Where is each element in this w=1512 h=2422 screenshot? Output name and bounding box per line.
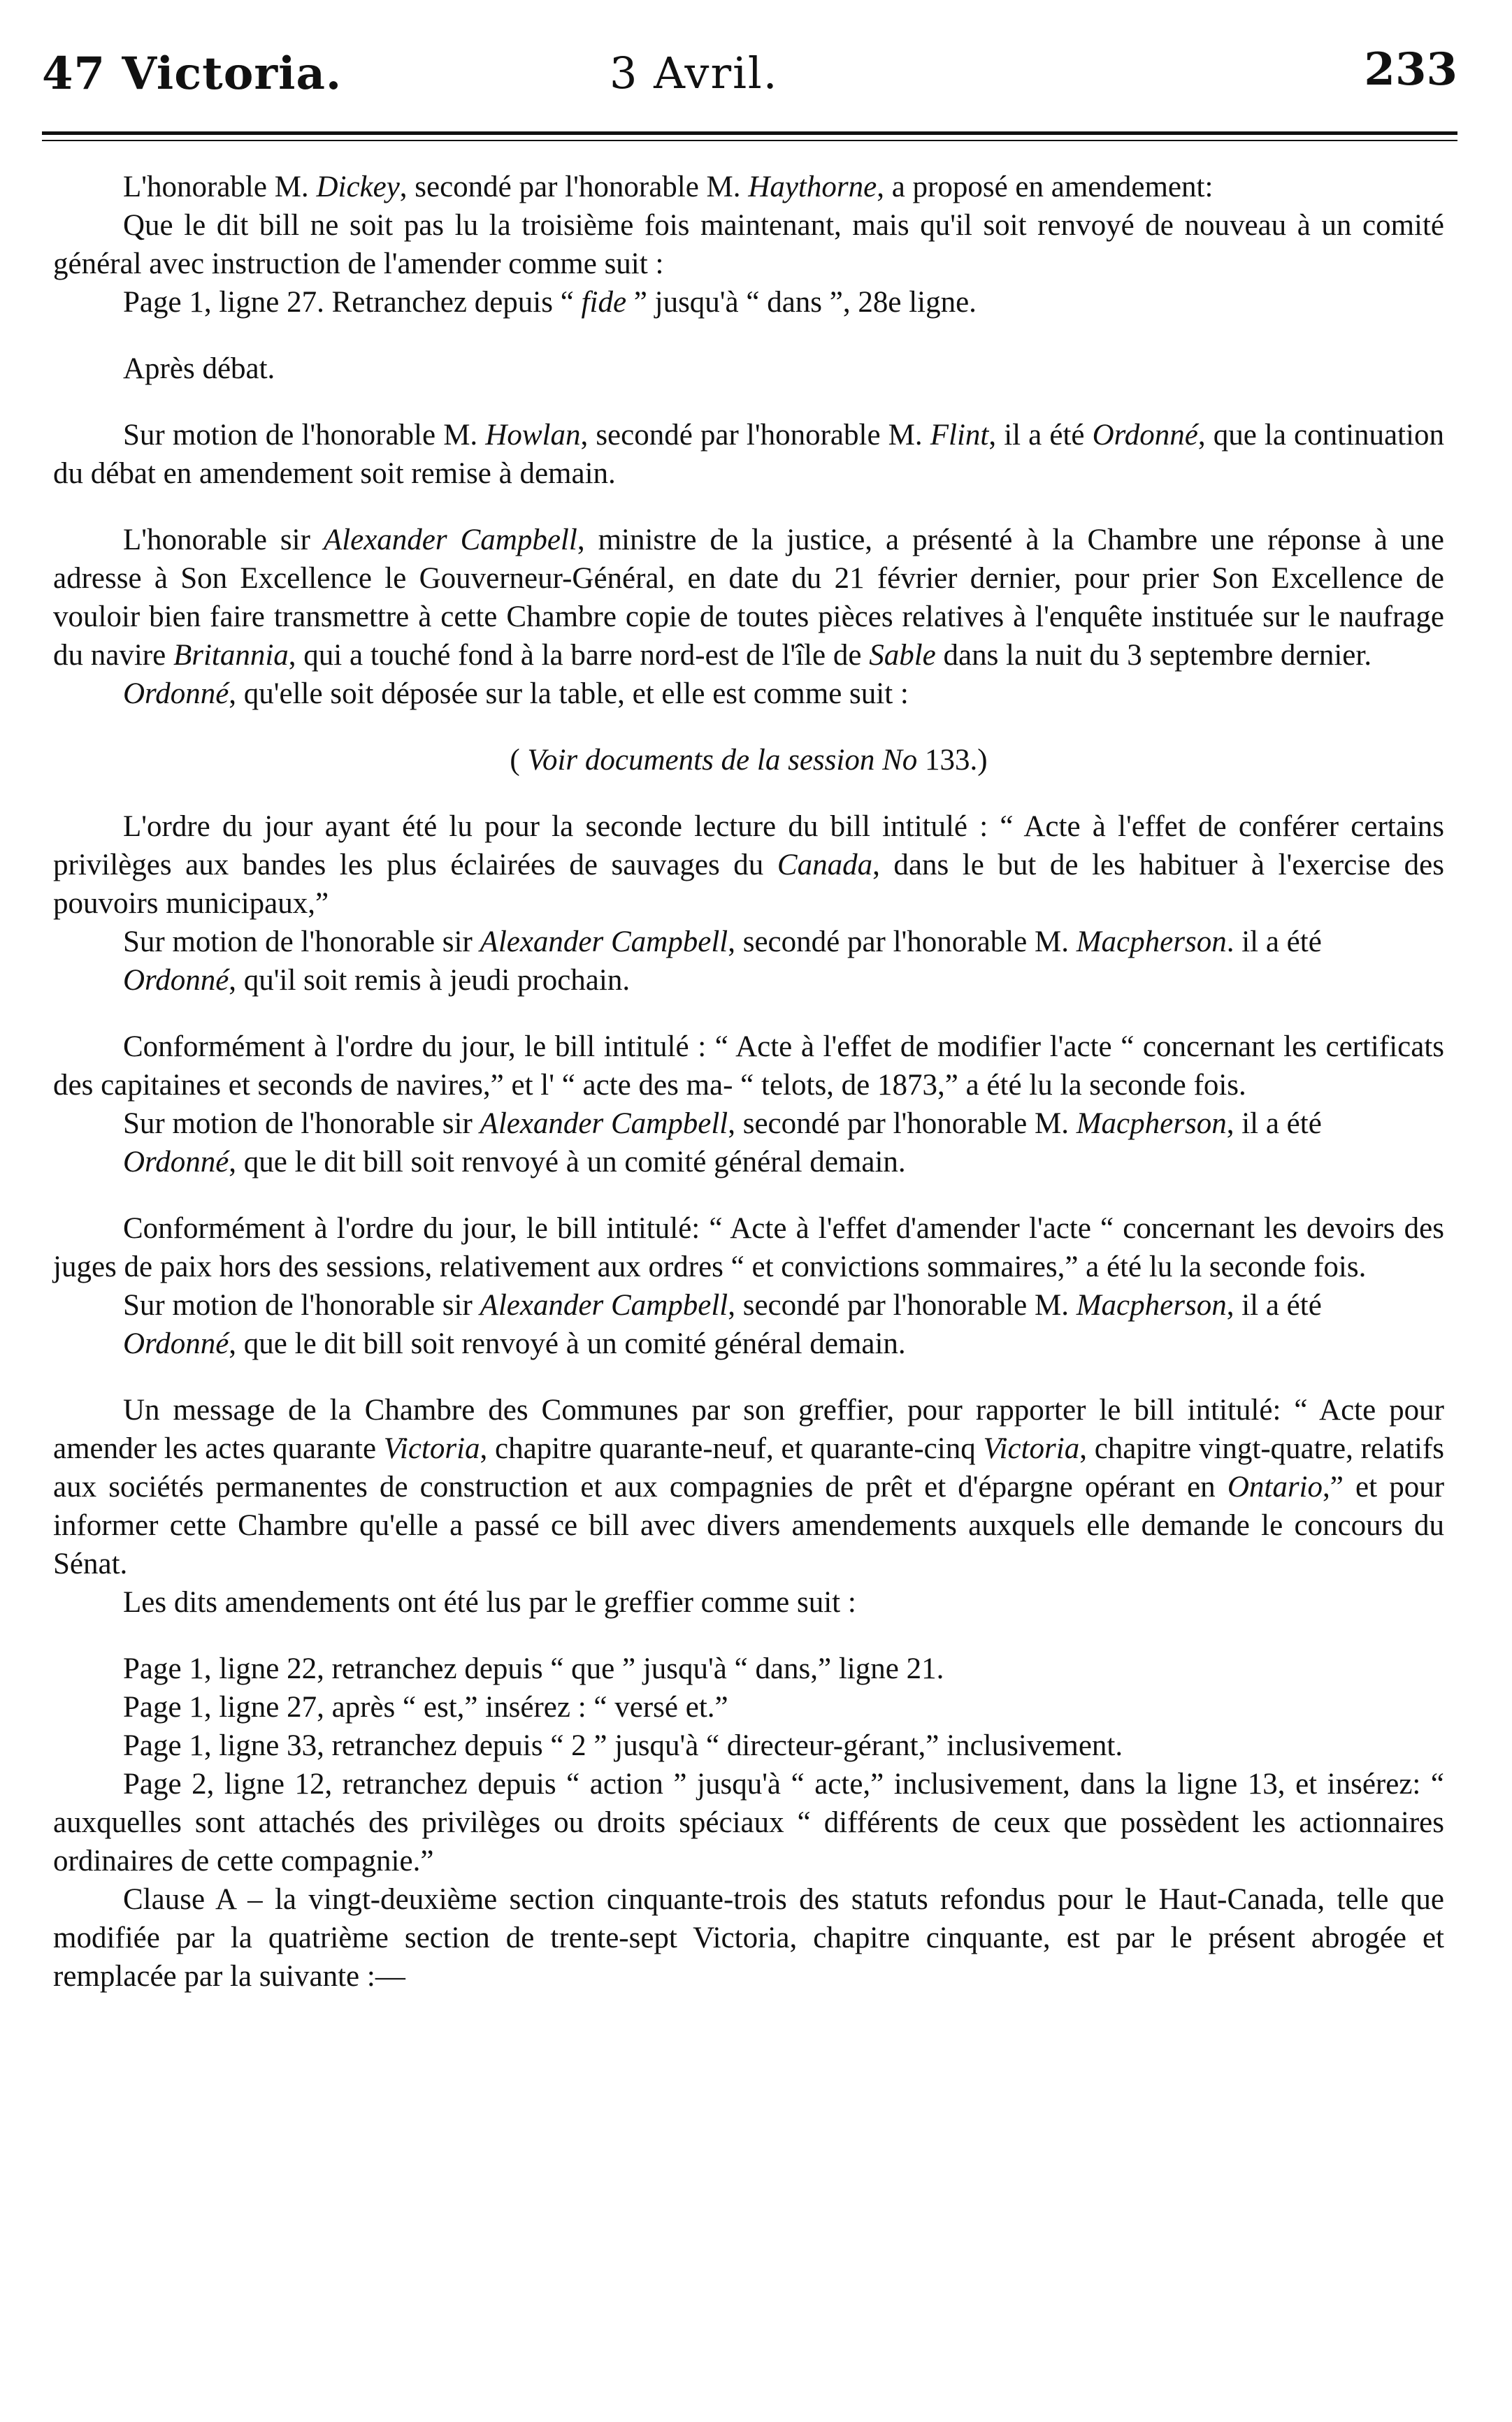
text-run: Sur motion de l'honorable sir bbox=[123, 925, 480, 958]
text-run: , il a été bbox=[1226, 1289, 1322, 1322]
word-fide: fide bbox=[581, 286, 627, 319]
text-run: 133.) bbox=[917, 744, 988, 777]
paragraph-clause-a: Clause A – la vingt-deuxième section cinquante-trois des statuts refondus pour le Haut-Canada, telle que modifiée par la quatrième section de trente-sept Victoria, chapitre cinquante, est par le présent abrogée et remplacée par la suivante :— bbox=[53, 1883, 1444, 1993]
text-run: dans la nuit du 3 septembre dernier. bbox=[935, 639, 1372, 672]
paragraph-motion-campbell-2 bbox=[53, 1104, 1444, 1143]
paragraph-voir-documents bbox=[53, 741, 1444, 779]
text-run: , il a été bbox=[988, 419, 1093, 452]
name-haythorne: Haythorne bbox=[748, 171, 877, 203]
text-run: Un message de la Chambre des Communes par son greffier, pour rapporter le bill intitulé: “ Acte pour amender les actes quarante bbox=[53, 1394, 1444, 1465]
text-run: , a proposé en amendement: bbox=[877, 171, 1214, 203]
text-run: ,” et pour informer cette Chambre qu'elle a passé ce bill avec divers amendements auxquels elle demande le concours du Sénat. bbox=[53, 1471, 1445, 1580]
paragraph-dickey-amendment bbox=[53, 168, 1444, 206]
paragraph-amendement-1: Page 1, ligne 22, retranchez depuis “ que ” jusqu'à “ dans,” ligne 21. bbox=[123, 1652, 944, 1685]
name-campbell: Alexander Campbell bbox=[480, 925, 728, 958]
ship-britannia: Britannia bbox=[173, 639, 289, 672]
paragraph-ordre-du-jour-sauvages bbox=[53, 807, 1444, 923]
text-run: , il a été bbox=[1226, 1107, 1322, 1140]
page-number: 233 bbox=[1364, 43, 1457, 96]
text-run: , secondé par l'honorable M. bbox=[728, 925, 1077, 958]
header-date: 3 Avril. bbox=[610, 48, 779, 99]
text-run: , qu'elle soit déposée sur la table, et elle est comme suit : bbox=[229, 677, 909, 710]
page-header bbox=[42, 20, 1457, 124]
paragraph-message-communes bbox=[53, 1391, 1444, 1583]
text-run: , que le dit bill soit renvoyé à un comité général demain. bbox=[229, 1146, 906, 1178]
paragraph-ordonne-deposee bbox=[53, 675, 1444, 713]
text-run: , que le dit bill soit renvoyé à un comité général demain. bbox=[229, 1327, 906, 1360]
name-macpherson: Macpherson bbox=[1076, 925, 1227, 958]
text-run: , qui a touché fond à la barre nord-est de l'île de bbox=[288, 639, 870, 672]
paragraph-ordonne-comite-1 bbox=[53, 1143, 1444, 1181]
text-run: , secondé par l'honorable M. bbox=[728, 1107, 1077, 1140]
text-run: ” jusqu'à “ dans ”, 28e ligne. bbox=[626, 286, 977, 319]
text-run: , dans le but de les habituer à l'exercise des pouvoirs municipaux,” bbox=[53, 849, 1444, 920]
text-run: , chapitre vingt-quatre, relatifs aux sociétés permanentes de construction et aux compagnies de prêt et d'épargne opérant en bbox=[53, 1432, 1444, 1504]
paragraph-amendement-3: Page 1, ligne 33, retranchez depuis “ 2 ” jusqu'à “ directeur-gérant,” inclusivement. bbox=[123, 1729, 1123, 1762]
text-run: , secondé par l'honorable M. bbox=[399, 171, 749, 203]
paragraph-amendement-2: Page 1, ligne 27, après “ est,” insérez : “ versé et.” bbox=[123, 1691, 728, 1724]
paragraph-motion-campbell-3 bbox=[53, 1286, 1444, 1325]
documents-reference: Voir documents de la session No bbox=[527, 744, 918, 777]
paragraph-apres-debat: Après débat. bbox=[123, 352, 275, 385]
text-run: , ministre de la justice, a présenté à la Chambre une réponse à une adresse à Son Excellence le Gouverneur-Général, en date du 21 février dernier, pour prier Son Excellence de vouloir bien faire transmettre à cette Chambre copie de toutes pièces relatives à l'enquête instituée sur le naufrage du navire bbox=[53, 524, 1444, 672]
paragraph-motion-campbell-1 bbox=[53, 923, 1444, 961]
name-campbell: Alexander Campbell bbox=[480, 1107, 728, 1140]
paragraph-bill-capitaines: Conformément à l'ordre du jour, le bill intitulé : “ Acte à l'effet de modifier l'acte “ concernant les certificats des capitaines et seconds de navires,” et l' “ acte des ma- “ telots, de 1873,” a été lu la seconde fois. bbox=[53, 1030, 1444, 1102]
word-victoria: Victoria bbox=[383, 1432, 480, 1465]
name-macpherson: Macpherson bbox=[1076, 1107, 1227, 1140]
name-campbell: Alexander Campbell bbox=[323, 524, 577, 556]
text-run: , secondé par l'honorable M. bbox=[728, 1289, 1077, 1322]
name-dickey: Dickey bbox=[316, 171, 400, 203]
word-ontario: Ontario bbox=[1227, 1471, 1323, 1504]
paragraph-amendment-text: Que le dit bill ne soit pas lu la troisième fois maintenant, mais qu'il soit renvoyé de nouveau à un comité général avec instruction de l'amender comme suit : bbox=[53, 209, 1444, 280]
word-ordonne: Ordonné bbox=[123, 1146, 229, 1178]
paragraph-howlan-motion bbox=[53, 416, 1444, 493]
word-ordonne: Ordonné bbox=[123, 964, 229, 997]
text-run: Sur motion de l'honorable M. bbox=[123, 419, 486, 452]
text-run: L'ordre du jour ayant été lu pour la seconde lecture du bill intitulé : “ Acte à l'effet de conférer certains privilèges aux bandes les plus éclairées de sauvages du bbox=[53, 810, 1444, 881]
word-ordonne: Ordonné bbox=[123, 1327, 229, 1360]
name-howlan: Howlan bbox=[485, 419, 581, 452]
page-body bbox=[53, 168, 1444, 1996]
text-run: Sur motion de l'honorable sir bbox=[123, 1289, 480, 1322]
text-run: . il a été bbox=[1226, 925, 1322, 958]
word-ordonne: Ordonné bbox=[123, 677, 229, 710]
word-victoria: Victoria bbox=[983, 1432, 1080, 1465]
text-run: Sur motion de l'honorable sir bbox=[123, 1107, 480, 1140]
paragraph-ordonne-comite-2 bbox=[53, 1325, 1444, 1363]
name-campbell: Alexander Campbell bbox=[480, 1289, 728, 1322]
word-canada: Canada bbox=[777, 849, 873, 881]
name-flint: Flint bbox=[930, 419, 989, 452]
text-run: , chapitre quarante-neuf, et quarante-cinq bbox=[480, 1432, 984, 1465]
header-rule-thin bbox=[42, 140, 1457, 141]
name-macpherson: Macpherson bbox=[1076, 1289, 1227, 1322]
text-run: L'honorable sir bbox=[123, 524, 324, 556]
text-run: ( bbox=[510, 744, 528, 777]
header-session: 47 Victoria. bbox=[42, 48, 343, 100]
text-run: , que la continuation du débat en amendement soit remise à demain. bbox=[53, 419, 1444, 490]
text-run: , secondé par l'honorable M. bbox=[580, 419, 930, 452]
paragraph-ordonne-jeudi bbox=[53, 961, 1444, 1000]
paragraph-bill-juges-de-paix: Conformément à l'ordre du jour, le bill intitulé: “ Acte à l'effet d'amender l'acte “ concernant les devoirs des juges de paix hors des sessions, relativement aux ordres “ et convictions sommaires,” a été lu la seconde fois. bbox=[53, 1212, 1444, 1283]
place-sable: Sable bbox=[869, 639, 936, 672]
paragraph-amendement-4: Page 2, ligne 12, retranchez depuis “ action ” jusqu'à “ acte,” inclusivement, dans la ligne 13, et insérez: “ auxquelles sont attachés des privilèges ou droits spéciaux “ différents de ceux que possèdent les actionnaires ordinaires de cette compagnie.” bbox=[53, 1768, 1444, 1877]
paragraph-page-line bbox=[53, 283, 1444, 322]
word-ordonne: Ordonné bbox=[1092, 419, 1198, 452]
text-run: Page 1, ligne 27. Retranchez depuis “ bbox=[123, 286, 582, 319]
text-run: , qu'il soit remis à jeudi prochain. bbox=[229, 964, 631, 997]
text-run: L'honorable M. bbox=[123, 171, 317, 203]
paragraph-amendements-lus: Les dits amendements ont été lus par le greffier comme suit : bbox=[123, 1586, 856, 1619]
paragraph-campbell-reponse bbox=[53, 521, 1444, 675]
header-rule-thick bbox=[42, 131, 1457, 135]
